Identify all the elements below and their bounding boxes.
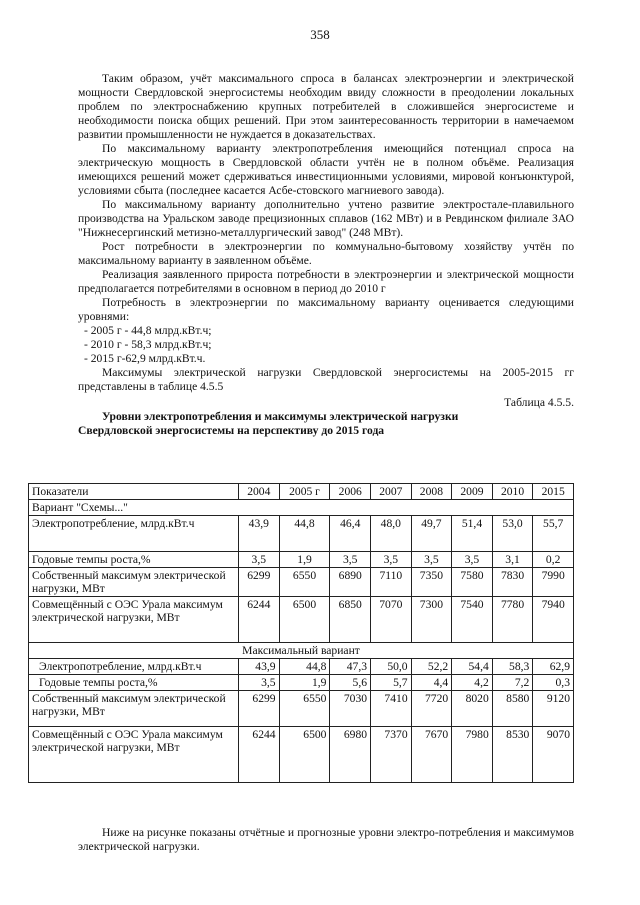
table-cell: 7830 [492,568,533,597]
table-cell: 7410 [371,691,412,727]
paragraph: Таким образом, учёт максимального спроса в балансах электроэнергии и электрической мощности Свердловской энергосистемы необходим ввиду сложности в преодолении локальных проблем по электроснабжению крупных потребителей в сложившейся энергосистеме и необходимости поиска общих решений. При этом заинтересованность территории в намечаемом развитии промышленности не нуждается в доказательствах. [78,72,574,141]
table-cell: 7990 [533,568,574,597]
table-cell: 7720 [411,691,452,727]
table-cell: 6299 [239,691,280,727]
table-caption: Таблица 4.5.5. [504,396,574,409]
table-row [29,691,574,727]
table-cell: 7110 [371,568,412,597]
row-label: Собственный максимум электрической нагрузки, МВт [29,568,239,597]
table-cell: 0,2 [533,552,574,568]
table-cell: 3,5 [239,675,280,691]
table-header-cell: 2010 [492,484,533,500]
table-cell: 43,9 [239,516,280,552]
table-title-line: Уровни электропотребления и максимумы электрической нагрузки [102,410,459,423]
row-label: Совмещённый с ОЭС Урала максимум электрической нагрузки, МВт [29,597,239,643]
table-cell: 7070 [371,597,412,643]
table-title [78,410,574,438]
table-header-cell: 2007 [371,484,412,500]
table-cell: 7300 [411,597,452,643]
table-cell: 7580 [452,568,493,597]
row-label: Годовые темпы роста,% [29,675,239,691]
paragraph: Рост потребности в электроэнергии по коммунально-бытовому хозяйству учтён по максимальному варианту в заявленном объёме. [78,240,574,267]
table-cell: 7370 [371,727,412,783]
table-cell: 6850 [330,597,371,643]
table-row [29,675,574,691]
paragraph: Реализация заявленного прироста потребности в электроэнергии и электрической мощности предполагается потребителями в основном в период до 2010 г [78,268,574,295]
variant-row [29,500,574,516]
table-cell: 7030 [330,691,371,727]
table-cell: 7350 [411,568,452,597]
paragraph: Максимумы электрической нагрузки Свердловской энергосистемы на 2005-2015 гг представлены в таблице 4.5.5 [78,366,574,393]
variant-label: Вариант "Схемы..." [29,500,574,516]
table-cell: 3,5 [452,552,493,568]
body-text [78,72,574,438]
table-cell: 6244 [239,597,280,643]
table-row [29,516,574,552]
table-cell: 6500 [279,597,330,643]
table-cell: 53,0 [492,516,533,552]
table-cell: 58,3 [492,659,533,675]
table-row [29,552,574,568]
table-cell: 4,2 [452,675,493,691]
table-header-cell: 2009 [452,484,493,500]
table-cell: 44,8 [279,659,330,675]
row-label: Совмещённый с ОЭС Урала максимум электрической нагрузки, МВт [29,727,239,783]
table-cell: 3,5 [239,552,280,568]
table-header-cell: 2015 [533,484,574,500]
paragraph: Потребность в электроэнергии по максимальному варианту оценивается следующими уровнями: [78,296,574,323]
row-label: Электропотребление, млрд.кВт.ч [29,516,239,552]
page-number: 358 [310,27,330,42]
table-cell: 43,9 [239,659,280,675]
table-title-line: Свердловской энергосистемы на перспективу до 2015 года [78,424,385,437]
table-header-cell: 2008 [411,484,452,500]
paragraph: По максимальному варианту электропотребления имеющийся потенциал спроса на электрическую мощность в Свердловской области учтён не в полном объёме. Реализация имеющихся решений может сдерживаться инвестиционными условиями, мировой конъюнктурой, условиями сбыта (последнее касается Асбе-стовского магниевого завода). [78,142,574,197]
row-label: Годовые темпы роста,% [29,552,239,568]
table-cell: 50,0 [371,659,412,675]
table-row [29,568,574,597]
table-cell: 7670 [411,727,452,783]
table-row [29,727,574,783]
table-cell: 6244 [239,727,280,783]
table-cell: 3,5 [330,552,371,568]
row-label: Электропотребление, млрд.кВт.ч [29,659,239,675]
paragraph: По максимальному варианту дополнительно учтено развитие электростале-плавильного производства на Уральском заводе прецизионных сплавов (162 МВт) и в Ревдинском филиале ЗАО "Нижнесергинский метизно-металлургический завод" (248 МВт). [78,198,574,239]
data-table [28,483,574,783]
table-cell: 9120 [533,691,574,727]
table-cell: 51,4 [452,516,493,552]
table-header-cell: Показатели [29,484,239,500]
list-item: - 2005 г - 44,8 млрд.кВт.ч; [84,324,212,337]
table-cell: 7940 [533,597,574,643]
variant-label: Максимальный вариант [29,643,574,659]
table-cell: 5,7 [371,675,412,691]
table-cell: 7780 [492,597,533,643]
table-row [29,659,574,675]
row-label: Собственный максимум электрической нагрузки, МВт [29,691,239,727]
table-cell: 62,9 [533,659,574,675]
table-cell: 54,4 [452,659,493,675]
variant-row [29,643,574,659]
table-header-cell: 2006 [330,484,371,500]
table-cell: 3,5 [371,552,412,568]
paragraph: Ниже на рисунке показаны отчётные и прогнозные уровни электро-потребления и максимумов электрической нагрузки. [78,826,574,853]
table-header-row [29,484,574,500]
table-cell: 6299 [239,568,280,597]
table-cell: 6550 [279,568,330,597]
table-header-cell: 2004 [239,484,280,500]
table-header-cell: 2005 г [279,484,330,500]
list-item: - 2015 г-62,9 млрд.кВт.ч. [84,352,206,365]
closing-text [78,826,574,854]
list-item: - 2010 г - 58,3 млрд.кВт.ч; [84,338,212,351]
table-cell: 1,9 [279,552,330,568]
table-cell: 44,8 [279,516,330,552]
table-cell: 8530 [492,727,533,783]
table-cell: 7980 [452,727,493,783]
table-cell: 8580 [492,691,533,727]
table-cell: 47,3 [330,659,371,675]
table-cell: 48,0 [371,516,412,552]
table-cell: 5,6 [330,675,371,691]
table-cell: 7,2 [492,675,533,691]
table-cell: 6500 [279,727,330,783]
table-cell: 3,1 [492,552,533,568]
table-cell: 3,5 [411,552,452,568]
table-cell: 8020 [452,691,493,727]
table-cell: 4,4 [411,675,452,691]
table-cell: 46,4 [330,516,371,552]
table-row [29,597,574,643]
table-cell: 0,3 [533,675,574,691]
table-cell: 52,2 [411,659,452,675]
table-cell: 9070 [533,727,574,783]
table-cell: 6550 [279,691,330,727]
table-cell: 6980 [330,727,371,783]
table-cell: 7540 [452,597,493,643]
table-cell: 1,9 [279,675,330,691]
table-cell: 6890 [330,568,371,597]
table-cell: 49,7 [411,516,452,552]
table-cell: 55,7 [533,516,574,552]
